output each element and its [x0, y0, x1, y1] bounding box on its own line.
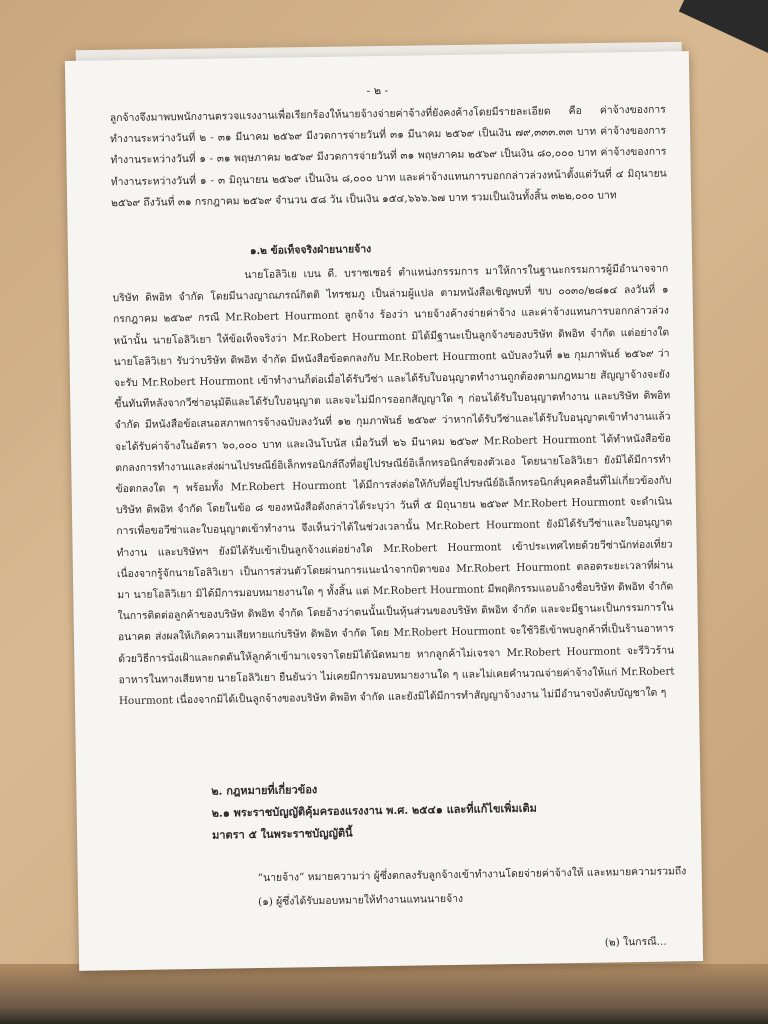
heading-employer-facts: ๑.๒ ข้อเท็จจริงฝ่ายนายจ้าง	[249, 243, 372, 258]
desk-object	[679, 0, 768, 62]
page-number: - ๒ -	[366, 83, 389, 98]
paragraph-employer-facts: นายโอลิวิเย เบน ดี. บราซเซอร์ ตำแหน่งกรรมการ มาให้การในฐานะกรรมการผู้มีอำนาจจากบริษัท ดิพอิท จำกัด โดยมีนางญาณภรณ์กิตติ ไทรชมภู เป็นล่ามผู้แปล ตามหนังสือเชิญพบที่ ขบ ๐๐๓๐/๒๘๑๔ ลงวันที่ ๑ กรกฎาคม ๒๕๖๙ กรณี Mr.Robert Hourmont ลูกจ้าง ร้องว่า นายจ้างค้างจ่ายค่าจ้าง และค่าจ้างแทนการบอกกล่าวล่วงหน้านั้น นายโอลิวิเยา ให้ข้อเท็จจริงว่า Mr.Robert Hourmont มิได้มีฐานะเป็นลูกจ้างของบริษัท ดิพอิท จำกัด แต่อย่างใด นายโอลิวิเยา รับว่าบริษัท ดิพอิท จำกัด มีหนังสือข้อตกลงกับ Mr.Robert Hourmont ฉบับลงวันที่ ๑๒ กุมภาพันธ์ ๒๕๖๙ ว่าจะรับ Mr.Robert Hourmont เข้าทำงานก็ต่อเมื่อได้รับวีซ่า และได้รับใบอนุญาตทำงานถูกต้องตามกฎหมาย สัญญาจ้างจะยังขึ้นทันทีหลังจากวีซ่าอนุมัติและได้รับใบอนุญาต และจะไม่มีการออกสัญญาใด ๆ ก่อนได้รับใบอนุญาตทำงาน และบริษัท ดิพอิท จำกัด มีหนังสือข้อเสนอสภาพการจ้างฉบับลงวันที่ ๑๒ กุมภาพันธ์ ๒๕๖๙ ว่าหากได้รับวีซ่าและได้รับใบอนุญาตเข้าทำงานแล้ว จะได้รับค่าจ้างในอัตรา ๖๐,๐๐๐ บาท และเงินโบนัส เมื่อวันที่ ๒๖ มีนาคม ๒๕๖๙ Mr.Robert Hourmont ได้ทำหนังสือข้อตกลงการทำงานและส่งผ่านไปรษณีย์อิเล็กทรอนิกส์ถึงที่อยู่ไปรษณีย์อิเล็กทรอนิกส์ของตัวเอง โดยนายโอลิวิเยา ยังมิได้มีการทำข้อตกลงใด ๆ พร้อมทั้ง Mr.Robert Hourmont ได้มีการส่งต่อให้กับที่อยู่ไปรษณีย์อิเล็กทรอนิกส์บุคคลอื่นที่ไม่เกี่ยวข้องกับบริษัท ดิพอิท จำกัด โดยในข้อ ๘ ของหนังสือดังกล่าวได้ระบุว่า วันที่ ๕ มิถุนายน ๒๕๖๙ Mr.Robert Hourmont จะดำเนินการเพื่อขอวีซ่าและใบอนุญาตเข้าทำงาน จึงเห็นว่าได้ในช่วงเวลานั้น Mr.Robert Hourmont ยังมิได้รับวีซ่าและใบอนุญาตทำงาน และบริษัทฯ ยังมิได้รับเข้าเป็นลูกจ้างแต่อย่างใด Mr.Robert Hourmont เข้าประเทศไทยด้วยวีซ่านักท่องเที่ยว เนื่องจากรู้จักนายโอลิวิเยา เป็นการส่วนตัวโดยผ่านการแนะนำจากบิดาของ Mr.Robert Hourmont ตลอดระยะเวลาที่ผ่านมา นายโอลิวิเยา มิได้มีการมอบหมายงานใด ๆ ทั้งสิ้น แต่ Mr.Robert Hourmont มีพฤติกรรมแอบอ้างชื่อบริษัท ดิพอิท จำกัด ในการติดต่อลูกค้าของบริษัท ดิพอิท จำกัด โดยอ้างว่าตนนั้นเป็นหุ้นส่วนของบริษัท ดิพอิท จำกัด และจะมีฐานะเป็นกรรมการในอนาคต ส่งผลให้เกิดความเสียหายแก่บริษัท ดิพอิท จำกัด โดย Mr.Robert Hourmont จะใช้วิธีเข้าพบลูกค้าที่เป็นร้านอาหารด้วยวิธีการนั่งเฝ้าและกดดันให้ลูกค้าเข้ามาเจรจาโดยมิได้นัดหมาย หากลูกค้าไม่เจรจา Mr.Robert Hourmont จะรีวิวร้านอาหารในทางเสียหาย นายโอลิวิเยา ยืนยันว่า ไม่เคยมีการมอบหมายงานใด ๆ และไม่เคยคำนวณจ่ายค่าจ้างให้แก่ Mr.Robert Hourmont เนื่องจากมิได้เป็นลูกจ้างของบริษัท ดิพอิท จำกัด และยังมิได้มีการทำสัญญาจ้างงาน ไม่มีอำนาจบังคับบัญชาใด ๆ	[112, 262, 675, 708]
definition-employer: “นายจ้าง” หมายความว่า ผู้ซึ่งตกลงรับลูกจ้างเข้าทำงานโดยจ่ายค่าจ้างให้ และหมายความรวมถึง	[257, 865, 687, 885]
heading-section-5: มาตรา ๕ ในพระราชบัญญัตินี้	[211, 826, 353, 842]
paragraph-employee-claim: ลูกจ้างจึงมาพบพนักงานตรวจแรงงานเพื่อเรียกร้องให้นายจ้างจ่ายค่าจ้างที่ยังคงค้างโดยมีรายละเอียด คือ ค่าจ้างของการทำงานระหว่างวันที่ ๒ - ๓๑ มีนาคม ๒๕๖๙ มีงวดการจ่ายวันที่ ๓๑ มีนาคม ๒๕๖๙ เป็นเงิน ๗๙,๓๓๓.๓๓ บาท ค่าจ้างของการทำงานระหว่างวันที่ ๑ - ๓๑ พฤษภาคม ๒๕๖๙ มีงวดการจ่ายวันที่ ๓๑ พฤษภาคม ๒๕๖๙ เป็นเงิน ๘๐,๐๐๐ บาท ค่าจ้างของการทำงานระหว่างวันที่ ๑ - ๓ มิถุนายน ๒๕๖๙ เป็นเงิน ๘,๐๐๐ บาท และค่าจ้างแทนการบอกกล่าวล่วงหน้าตั้งแต่วันที่ ๔ มิถุนายน ๒๕๖๙ ถึงวันที่ ๓๑ กรกฎาคม ๒๕๖๙ จำนวน ๕๘ วัน เป็นเงิน ๑๕๔,๖๖๖.๖๗ บาท รวมเป็นเงินทั้งสิ้น ๓๒๒,๐๐๐ บาท	[109, 103, 667, 210]
document-page	[65, 51, 703, 971]
heading-labour-protection-act: ๒.๑ พระราชบัญญัติคุ้มครองแรงงาน พ.ศ. ๒๕๔๑ และที่แก้ไขเพิ่มเติม	[211, 801, 537, 820]
desk-edge	[0, 964, 768, 1024]
continuation-marker: (๒) ในกรณี...	[604, 935, 667, 949]
definition-item-1: (๑) ผู้ซึ่งได้รับมอบหมายให้ทำงานแทนนายจ้าง	[258, 892, 464, 909]
heading-related-law: ๒. กฎหมายที่เกี่ยวข้อง	[211, 783, 318, 798]
